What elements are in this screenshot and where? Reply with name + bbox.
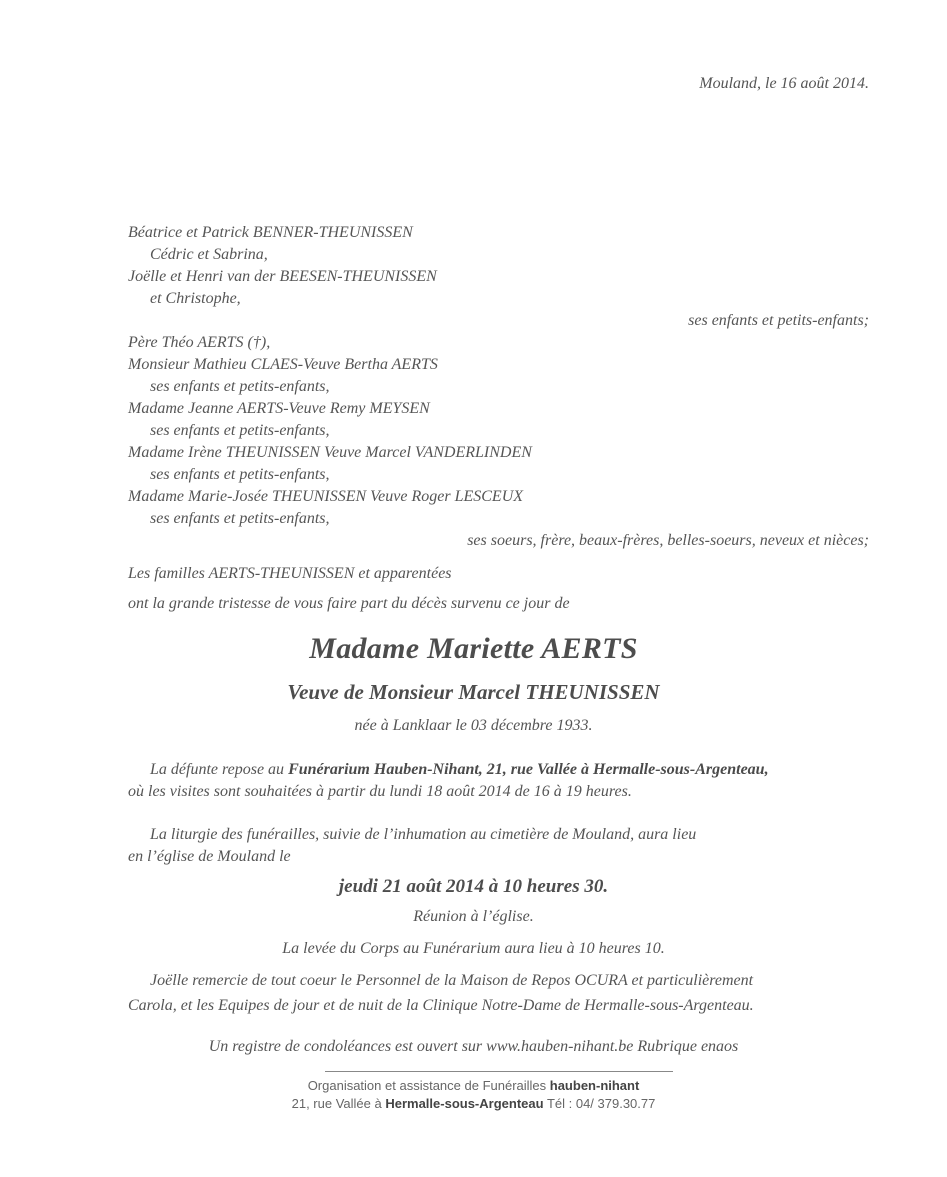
funeral-datetime: jeudi 21 août 2014 à 10 heures 30.	[338, 876, 609, 897]
announcement-line: ont la grande tristesse de vous faire part du décès survenu ce jour de	[128, 595, 570, 612]
footer-street: 21, rue Vallée à	[291, 1096, 386, 1111]
registry-line: Un registre de condoléances est ouvert sur www.hauben-nihant.be Rubrique enaos	[208, 1038, 739, 1055]
church-line: en l’église de Mouland le	[128, 848, 291, 865]
sibling-line: Madame Marie-Josée THEUNISSEN Veuve Roger LESCEUX	[128, 488, 524, 505]
sibling-line: Madame Irène THEUNISSEN Veuve Marcel VANDERLINDEN	[128, 444, 532, 461]
grandchild-line: et Christophe,	[150, 290, 241, 307]
footer-phone: Tél : 04/ 379.30.77	[543, 1096, 656, 1111]
sibling-line: Madame Jeanne AERTS-Veuve Remy MEYSEN	[128, 400, 430, 417]
sibling-descendants: ses enfants et petits-enfants,	[150, 378, 330, 395]
sibling-descendants: ses enfants et petits-enfants,	[150, 466, 330, 483]
visitation-intro: La défunte repose au	[150, 761, 289, 778]
meeting-line: Réunion à l’église.	[413, 908, 534, 925]
child-line: Joëlle et Henri van der BEESEN-THEUNISSEN	[128, 268, 437, 285]
visitation-hours: où les visites sont souhaitées à partir du lundi 18 août 2014 de 16 à 19 heures.	[128, 783, 632, 800]
sibling-line: Monsieur Mathieu CLAES-Veuve Bertha AERTS	[128, 356, 438, 373]
birth-line: née à Lanklaar le 03 décembre 1933.	[354, 717, 593, 734]
footer-organisation-text: Organisation et assistance de Funérailles	[307, 1078, 550, 1093]
thanks-line: Joëlle remercie de tout coeur le Personnel de la Maison de Repos OCURA et particulièrement	[150, 972, 754, 989]
funerarium-address: Funérarium Hauben-Nihant, 21, rue Vallée à Hermalle-sous-Argenteau,	[288, 761, 769, 778]
footer-organisation	[0, 1078, 947, 1093]
deceased-name: Madame Mariette AERTS	[309, 632, 638, 665]
children-summary: ses enfants et petits-enfants;	[688, 312, 869, 329]
sibling-descendants: ses enfants et petits-enfants,	[150, 510, 330, 527]
liturgy-line: La liturgie des funérailles, suivie de l’inhumation au cimetière de Mouland, aura lieu	[150, 826, 697, 843]
footer-divider	[325, 1071, 673, 1072]
thanks-line: Carola, et les Equipes de jour et de nuit de la Clinique Notre-Dame de Hermalle-sous-Argenteau.	[128, 997, 754, 1014]
widow-of: Veuve de Monsieur Marcel THEUNISSEN	[287, 680, 660, 704]
grandchild-line: Cédric et Sabrina,	[150, 246, 268, 263]
sibling-descendants: ses enfants et petits-enfants,	[150, 422, 330, 439]
footer-brand: hauben-nihant	[549, 1078, 640, 1093]
siblings-summary: ses soeurs, frère, beaux-frères, belles-soeurs, neveux et nièces;	[467, 532, 869, 549]
visitation-line	[150, 759, 769, 781]
footer-city: Hermalle-sous-Argenteau	[385, 1096, 544, 1111]
child-line: Béatrice et Patrick BENNER-THEUNISSEN	[128, 224, 413, 241]
levee-line: La levée du Corps au Funérarium aura lieu à 10 heures 10.	[282, 940, 665, 957]
families-line: Les familles AERTS-THEUNISSEN et apparentées	[128, 565, 452, 582]
footer-address	[0, 1096, 947, 1111]
date-line: Mouland, le 16 août 2014.	[699, 75, 869, 92]
sibling-line: Père Théo AERTS (†),	[128, 334, 271, 351]
